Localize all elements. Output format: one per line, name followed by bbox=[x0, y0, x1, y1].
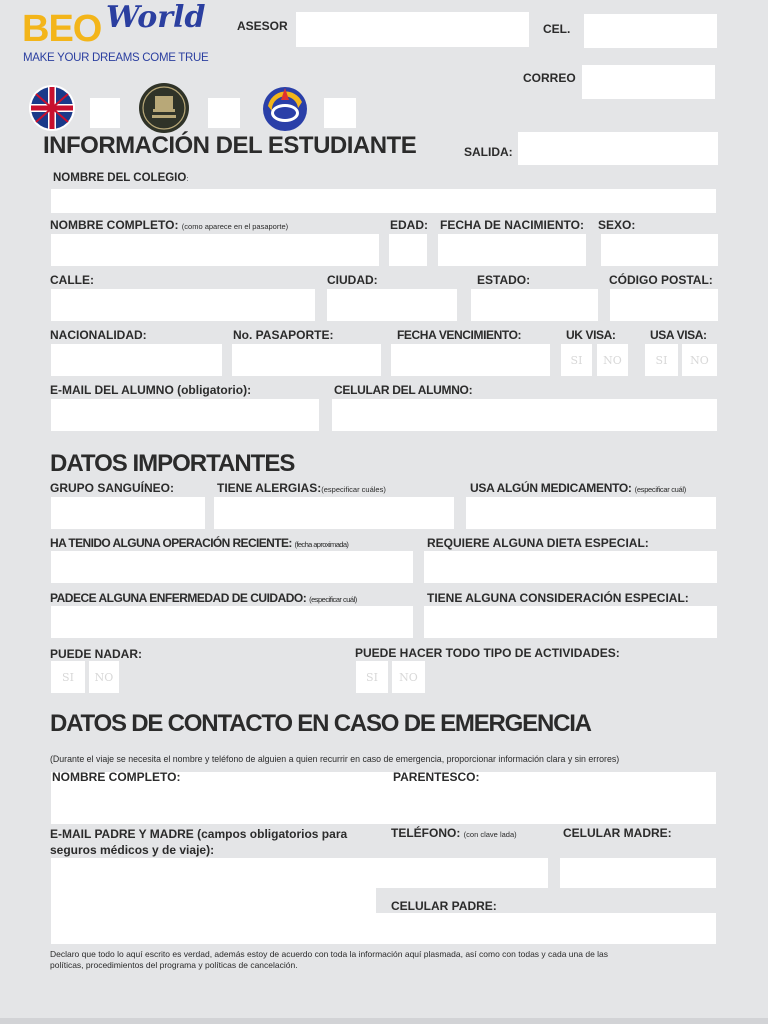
nombre-label bbox=[50, 218, 288, 232]
enfermedad-field[interactable] bbox=[51, 606, 413, 638]
nacionalidad-field[interactable] bbox=[51, 344, 222, 376]
nadar-no-option[interactable]: NO bbox=[89, 661, 119, 693]
usavisa-no-option[interactable]: NO bbox=[682, 344, 717, 376]
telefono-label-text: TELÉFONO: bbox=[391, 826, 461, 840]
student-section-title: INFORMACIÓN DEL ESTUDIANTE bbox=[43, 132, 417, 159]
actividades-no-option[interactable]: NO bbox=[392, 661, 425, 693]
emergency-nombre-label: NOMBRE COMPLETO: bbox=[52, 770, 181, 784]
colegio-label bbox=[53, 172, 188, 184]
celular-alumno-label: CELULAR DEL ALUMNO: bbox=[334, 383, 473, 397]
partner-placeholder-2 bbox=[208, 98, 240, 128]
partner-logo-1 bbox=[28, 84, 76, 132]
partner-logo-wee bbox=[262, 86, 308, 132]
consideracion-field[interactable] bbox=[424, 606, 717, 638]
operacion-label bbox=[50, 536, 348, 550]
ukvisa-no-option[interactable]: NO bbox=[597, 344, 628, 376]
dieta-field[interactable] bbox=[424, 551, 717, 583]
asesor-label: ASESOR bbox=[237, 19, 288, 33]
cp-field[interactable] bbox=[610, 289, 718, 321]
actividades-si-option[interactable]: SI bbox=[356, 661, 388, 693]
parentesco-label: PARENTESCO: bbox=[393, 770, 480, 784]
ciudad-field[interactable] bbox=[327, 289, 457, 321]
telefono-note: (con clave lada) bbox=[463, 830, 517, 839]
medicamento-field[interactable] bbox=[466, 497, 716, 529]
correo-label: CORREO bbox=[523, 71, 576, 85]
email-alumno-field[interactable] bbox=[51, 399, 319, 431]
salida-field[interactable] bbox=[518, 132, 718, 165]
operacion-label-text: HA TENIDO ALGUNA OPERACIÓN RECIENTE: bbox=[50, 536, 292, 550]
calle-field[interactable] bbox=[51, 289, 315, 321]
ukvisa-si-option[interactable]: SI bbox=[561, 344, 592, 376]
logo-beo-text: BEO bbox=[22, 8, 102, 50]
alergias-field[interactable] bbox=[214, 497, 454, 529]
estado-field[interactable] bbox=[471, 289, 598, 321]
celular-alumno-field[interactable] bbox=[332, 399, 717, 431]
telefono-field[interactable] bbox=[376, 858, 548, 888]
celular-padre-label: CELULAR PADRE: bbox=[391, 899, 497, 913]
edad-label: EDAD: bbox=[390, 218, 428, 232]
medicamento-note: (especificar cuál) bbox=[634, 485, 686, 494]
nadar-label: PUEDE NADAR: bbox=[50, 647, 143, 661]
email-alumno-label: E-MAIL DEL ALUMNO (obligatorio): bbox=[50, 383, 252, 397]
pasaporte-label: No. PASAPORTE: bbox=[233, 328, 334, 342]
usavisa-label: USA VISA: bbox=[650, 328, 707, 342]
nombre-label-text: NOMBRE COMPLETO: bbox=[50, 218, 179, 232]
partner-logo-masters bbox=[138, 82, 190, 134]
vencimiento-field[interactable] bbox=[391, 344, 550, 376]
estado-label: ESTADO: bbox=[477, 273, 531, 287]
medicamento-label bbox=[470, 481, 686, 495]
dieta-label: REQUIERE ALGUNA DIETA ESPECIAL: bbox=[427, 536, 649, 550]
edad-field[interactable] bbox=[389, 234, 427, 266]
colegio-label-suffix: : bbox=[186, 174, 189, 183]
nadar-si-option[interactable]: SI bbox=[51, 661, 85, 693]
alergias-label-text: TIENE ALERGIAS: bbox=[217, 481, 322, 495]
alergias-label bbox=[217, 481, 386, 495]
partner-placeholder-1 bbox=[90, 98, 120, 128]
enfermedad-label bbox=[50, 591, 357, 605]
correo-field[interactable] bbox=[582, 65, 715, 99]
operacion-field[interactable] bbox=[51, 551, 413, 583]
cp-label: CÓDIGO POSTAL: bbox=[609, 273, 713, 287]
nombre-note: (como aparece en el pasaporte) bbox=[181, 222, 289, 231]
nacimiento-label: FECHA DE NACIMIENTO: bbox=[440, 218, 584, 232]
emergency-email-label bbox=[50, 826, 347, 858]
declaration-text bbox=[50, 949, 730, 971]
alergias-note: (especificar cuáles) bbox=[321, 485, 386, 494]
logo-world-text: World bbox=[106, 0, 206, 35]
emergency-email-label-line1: E-MAIL PADRE Y MADRE (campos obligatorios para bbox=[50, 827, 348, 841]
cel-label: CEL. bbox=[543, 22, 571, 36]
sangre-label: GRUPO SANGUÍNEO: bbox=[50, 481, 175, 495]
ciudad-label: CIUDAD: bbox=[327, 273, 378, 287]
important-section-title: DATOS IMPORTANTES bbox=[50, 450, 295, 477]
page-bottom-edge bbox=[0, 1018, 768, 1024]
colegio-label-text: NOMBRE DEL COLEGIO bbox=[53, 172, 187, 184]
nombre-field[interactable] bbox=[51, 234, 379, 266]
calle-label: CALLE: bbox=[50, 273, 94, 287]
celular-padre-field[interactable] bbox=[376, 913, 716, 944]
nacionalidad-label: NACIONALIDAD: bbox=[50, 328, 147, 342]
pasaporte-field[interactable] bbox=[232, 344, 381, 376]
logo-tagline: MAKE YOUR DREAMS COME TRUE bbox=[23, 52, 209, 64]
emergency-intro: (Durante el viaje se necesita el nombre y teléfono de alguien a quien recurrir en caso de emergencia, proporcionar información clara y sin errores) bbox=[50, 754, 620, 764]
sexo-field[interactable] bbox=[601, 234, 718, 266]
declaration-line1: Declaro que todo lo aquí escrito es verdad, además estoy de acuerdo con toda la información aquí plasmada, así como con todas y cada una de las bbox=[50, 949, 609, 959]
emergency-section-title: DATOS DE CONTACTO EN CASO DE EMERGENCIA bbox=[50, 710, 591, 737]
celular-madre-label: CELULAR MADRE: bbox=[563, 826, 672, 840]
telefono-label bbox=[391, 826, 517, 840]
sexo-label: SEXO: bbox=[598, 218, 636, 232]
vencimiento-label: FECHA VENCIMIENTO: bbox=[397, 328, 522, 342]
partner-placeholder-3 bbox=[324, 98, 356, 128]
usavisa-si-option[interactable]: SI bbox=[645, 344, 678, 376]
asesor-field[interactable] bbox=[296, 12, 529, 47]
salida-label: SALIDA: bbox=[464, 145, 513, 159]
operacion-note: (fecha aproximada) bbox=[294, 540, 349, 549]
enfermedad-label-text: PADECE ALGUNA ENFERMEDAD DE CUIDADO: bbox=[50, 591, 307, 605]
ukvisa-label: UK VISA: bbox=[566, 328, 616, 342]
enfermedad-note: (especificar cuál) bbox=[309, 595, 357, 604]
actividades-label: PUEDE HACER TODO TIPO DE ACTIVIDADES: bbox=[355, 646, 620, 660]
sangre-field[interactable] bbox=[51, 497, 205, 529]
colegio-field[interactable] bbox=[51, 189, 716, 213]
declaration-line2: políticas, procedimientos del programa y políticas de cancelación. bbox=[50, 960, 298, 970]
emergency-email-field[interactable] bbox=[51, 858, 376, 944]
emergency-email-label-line2: seguros médicos y de viaje): bbox=[50, 843, 215, 857]
medicamento-label-text: USA ALGÚN MEDICAMENTO: bbox=[470, 481, 632, 495]
cel-field[interactable] bbox=[584, 14, 717, 48]
nacimiento-field[interactable] bbox=[438, 234, 586, 266]
celular-madre-field[interactable] bbox=[560, 858, 716, 888]
consideracion-label: TIENE ALGUNA CONSIDERACIÓN ESPECIAL: bbox=[427, 591, 689, 605]
